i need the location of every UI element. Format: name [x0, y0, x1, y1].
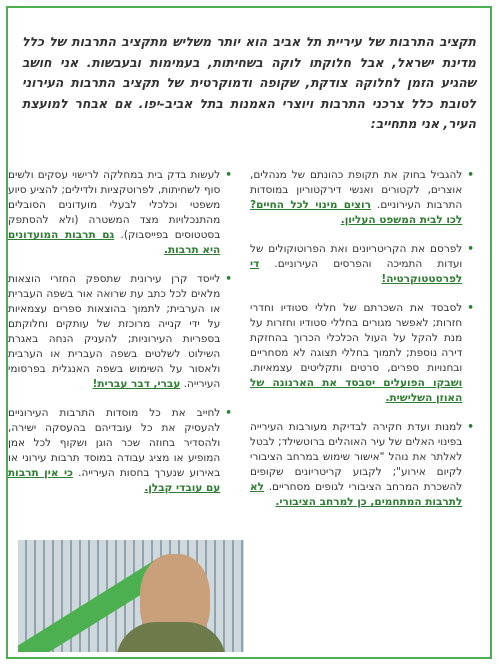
pledge-text: לסבסד את השכרתם של חללי סטודיו וחדרי חזרות; לאפשר מגורים בחללי סטודיו וחזרות על מנת להקל על העול הכלכלי הכרוך בהחזקת דירה נוספת; לתמוך בחללי תצוגה לא מסחריים ובחנויות ספרים, סרטים ותקליטים עצמאיות.	[250, 302, 463, 374]
bullet-icon: •	[225, 407, 232, 419]
pledge-slogan: רוצים מינוי לכל החיים? לכו לבית המשפט העליון.	[250, 199, 463, 226]
pledge-item	[250, 301, 474, 406]
intro-paragraph: תקציב התרבות של עיריית תל אביב הוא יותר משליש מתקציב התרבות של כלל מדינת ישראל, אבל חלוקתו לוקה בשחיתות, בעמימות ובעבשות. אני חושב שהגיע הזמן לחלוקה צודקת, שקופה ודמוקרטית של תקציב התרבות העירוני לטובת כלל צרכני התרבות ויוצרי האמנות בתל אביב-יפו. אם אבחר למועצת העיר, אני מתחייב:	[22, 34, 476, 132]
pledge-item	[8, 168, 232, 258]
bullet-icon: •	[467, 243, 474, 255]
right-column	[250, 168, 474, 524]
pledge-text: לעשות בדק בית במחלקה לרישוי עסקים ולשים סוף לשחיתות, לפרוטקציות ולדילים; להציע סיוע משפטי וכלכלי לבעלי מועדונים הסובלים מהתנכלויות מצד המשטרה (ולא להסתפק בסטטוסים בפייסבוק).	[8, 169, 221, 241]
pledge-slogan: לא לתרבות המתחמים, כן למרחב הציבורי.	[250, 481, 463, 508]
pledge-text: לחייב את כל מוסדות התרבות העירוניים להעסיק את כל עובדיהם בהעסקה ישירה, ולהסדיר בחוזה שכר הוגן ושקוף לכל אמן המופיע או מציג עבודה במוסד תרבות עירוני או באירוע שנערך בחסות העירייה.	[8, 407, 221, 479]
pledge-text: לפרסם את הקריטריונים ואת הפרוטוקולים של ועדות התמיכה והפרסים העירוניים.	[250, 243, 463, 270]
pledge-text: לייסד קרן עירונית שתספק החזרי הוצאות מלאים לכל כתב עת שרואה אור בשפה העברית או הערבית; לתמוך בהוצאות ספרים עצמאיות על ידי קנייה מרוכזת של עותקים וחלוקתם בספריות העירוניות; להעניק הנחה באגרת השילוט לשלטים בשפה העברית או הערבית ולאסור על השימוש בשפה האנגלית בפרסומי העירייה.	[8, 273, 221, 390]
pledge-item	[250, 420, 474, 510]
pledge-item	[250, 242, 474, 287]
candidate-shirt	[116, 622, 226, 652]
pledge-item	[8, 272, 232, 392]
pledge-slogan: די לפרסטטוקרטיה!	[250, 258, 463, 285]
candidate-photo	[18, 540, 244, 652]
bullet-icon: •	[225, 169, 232, 181]
pledge-slogan: כי אין תרבות עם עובדי קבלן.	[8, 467, 221, 494]
bullet-icon: •	[467, 421, 474, 433]
bullet-icon: •	[467, 169, 474, 181]
pledge-item	[250, 168, 474, 228]
pledge-text: למנות ועדת חקירה לבדיקת מעורבות העירייה בפינוי האלים של עיר האוהלים ברוטשילד; לבטל לאלתר את נוהל "אישור שימוש במרחב הציבורי לקיום אירוע"; לקבוע קריטריונים שקופים להשכרת המרחב הציבורי לגופים מסחריים.	[250, 421, 463, 493]
bullet-icon: •	[467, 302, 474, 314]
pledge-slogan: גם תרבות המועדונים היא תרבות.	[8, 229, 221, 256]
pledge-slogan: ושבקו הפועלים יסבסד את הארנונה של האוזן השלישית.	[250, 377, 463, 404]
pledge-slogan: עברי, דבר עברית!	[92, 378, 181, 390]
left-column	[8, 168, 232, 510]
bullet-icon: •	[225, 273, 232, 285]
pledge-item	[8, 406, 232, 496]
pledge-text: להגביל בחוק את תקופת כהונתם של מנהלים, אוצרים, לקטורים ואנשי דירקטוריון במוסדות התרבות העירוניים.	[250, 169, 463, 211]
